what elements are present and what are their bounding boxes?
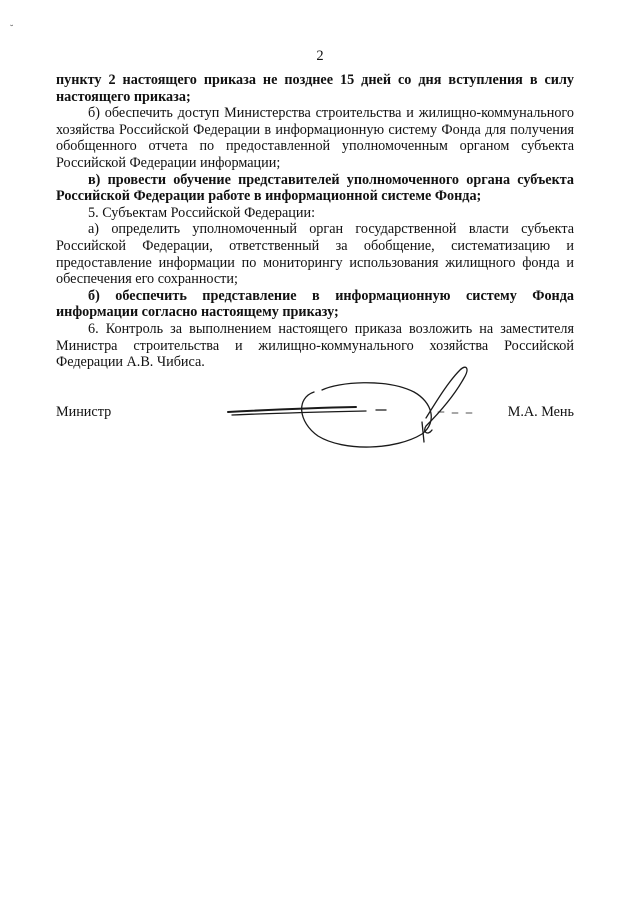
signatory-name: М.А. Мень xyxy=(507,404,574,420)
document-body xyxy=(56,72,574,371)
paragraph-item-v-training: в) провести обучение представителей уполномоченного органа субъекта Российской Федерации работе в информационной системе Фонда; xyxy=(56,171,574,205)
paragraph-continuation: пункту 2 настоящего приказа не позднее 15 дней со дня вступления в силу настоящего приказа; xyxy=(56,72,574,105)
paragraph-item-a-authority: а) определить уполномоченный орган государственной власти субъекта Российской Федерации, ответственный за обобщение, систематизацию и предоставление информации по мониторингу использования жилищного фонда и обеспечения его сохранности; xyxy=(56,221,574,288)
paragraph-section-6: 6. Контроль за выполнением настоящего приказа возложить на заместителя Министра строительства и жилищно-коммунального хозяйства Российской Федерации А.В. Чибиса. xyxy=(56,320,574,371)
signatory-title: Министр xyxy=(56,404,112,420)
handwritten-signature xyxy=(226,358,476,458)
page-number: 2 xyxy=(316,48,324,64)
scan-mark: ˘ xyxy=(10,24,14,35)
paragraph-item-b-access: б) обеспечить доступ Министерства строительства и жилищно-коммунального хозяйства Российской Федерации в информационную систему Фонда для получения обобщенного отчета по предоставленной уполномоченным органом субъекта Российской Федерации информации; xyxy=(56,105,574,171)
paragraph-item-b-submission: б) обеспечить представление в информационную систему Фонда информации согласно настоящему приказу; xyxy=(56,287,574,321)
paragraph-section-5: 5. Субъектам Российской Федерации: xyxy=(88,204,316,221)
